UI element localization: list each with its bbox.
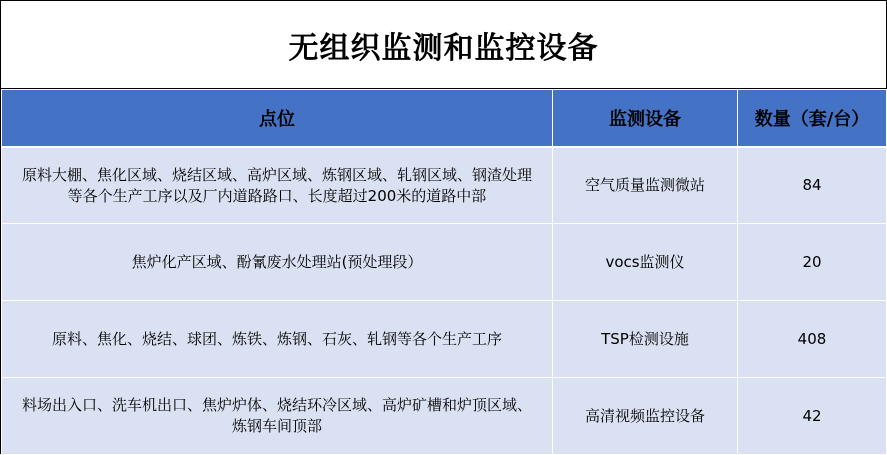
table-row [2, 224, 887, 301]
count-cell: 42 [738, 378, 887, 455]
count-cell: 84 [738, 147, 887, 224]
location-line: 焦炉化产区域、酚氰废水处理站(预处理段） [131, 252, 423, 271]
header-count: 数量（套/台） [738, 90, 887, 148]
device-cell: vocs监测仪 [553, 224, 738, 301]
device-cell: 空气质量监测微站 [553, 147, 738, 224]
location-cell [2, 224, 553, 301]
location-line: 等各个生产工序以及厂内道路路口、长度超过200米的道路中部 [67, 186, 487, 205]
location-cell [2, 301, 553, 378]
device-cell: 高清视频监控设备 [553, 378, 738, 455]
location-line: 料场出入口、洗车机出口、焦炉炉体、烧结环冷区域、高炉矿槽和炉顶区域、 [21, 396, 532, 414]
count-cell: 20 [738, 224, 887, 301]
header-location: 点位 [2, 90, 553, 148]
count-cell: 408 [738, 301, 887, 378]
location-line: 原料大棚、焦化区域、烧结区域、高炉区域、炼钢区域、轧钢区域、钢渣处理 [21, 165, 532, 184]
location-cell [2, 378, 553, 455]
table-header-row [2, 90, 887, 148]
title-row [1, 1, 886, 89]
table-row [2, 378, 887, 455]
header-device: 监测设备 [553, 90, 738, 148]
page-title: 无组织监测和监控设备 [288, 30, 599, 66]
table-row [2, 147, 887, 224]
device-cell: TSP检测设施 [553, 301, 738, 378]
device-table [1, 89, 887, 455]
location-line: 原料、焦化、烧结、球团、炼铁、炼钢、石灰、轧钢等各个生产工序 [51, 329, 502, 348]
table-row [2, 301, 887, 378]
location-line: 炼钢车间顶部 [231, 417, 322, 435]
location-cell [2, 147, 553, 224]
